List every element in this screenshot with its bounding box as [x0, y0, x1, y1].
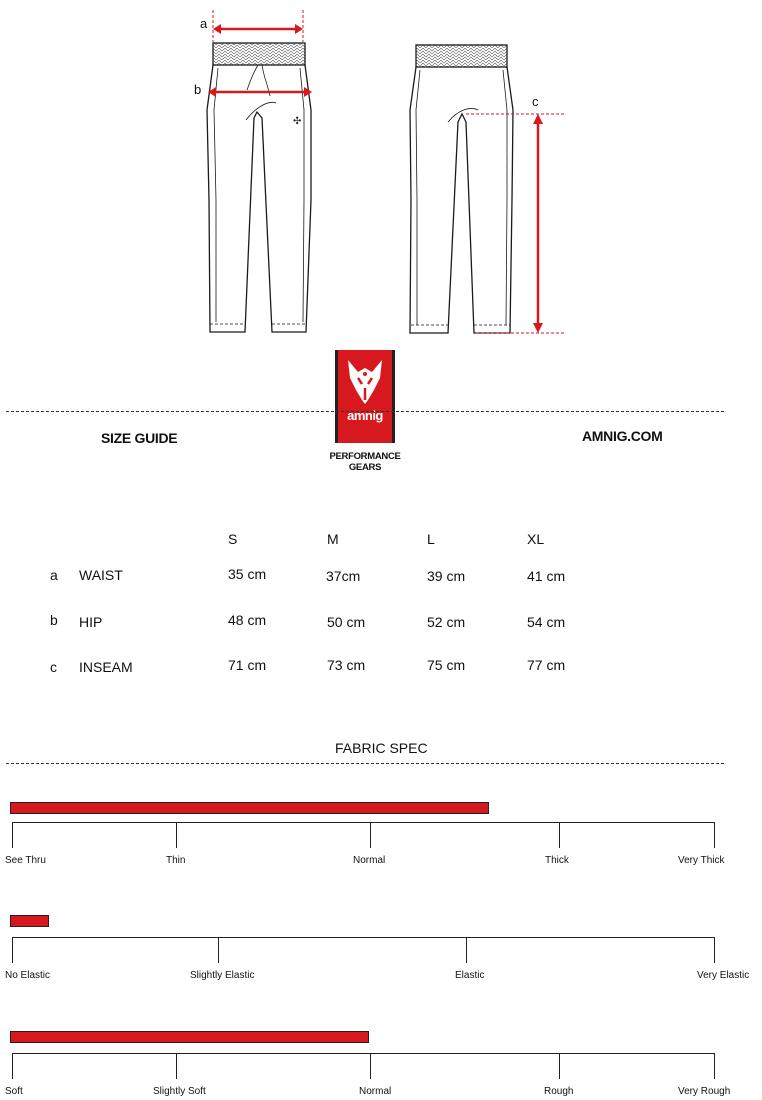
- table-cell: 39 cm: [427, 568, 466, 584]
- scale-label: See Thru: [5, 855, 46, 866]
- size-header-l: L: [427, 531, 435, 547]
- measure-c: [466, 114, 565, 333]
- site-url: AMNIG.COM: [582, 428, 663, 444]
- label-a: a: [200, 16, 208, 31]
- fabric-level-bar: [10, 1031, 369, 1043]
- brand-mark-icon: ✣: [293, 116, 302, 127]
- table-cell: 48 cm: [228, 612, 267, 628]
- fabric-level-bar: [10, 802, 489, 814]
- table-cell: 77 cm: [527, 657, 566, 673]
- scale-tick: [370, 822, 371, 848]
- row-key: b: [50, 612, 58, 628]
- scale-label: Very Elastic: [697, 970, 750, 981]
- front-pants: [207, 43, 311, 332]
- row-name: WAIST: [79, 567, 123, 583]
- scale-label: Normal: [359, 1086, 392, 1097]
- table-cell: 71 cm: [228, 657, 267, 673]
- tagline-line2: GEARS: [348, 462, 382, 473]
- scale-tick: [714, 1053, 715, 1079]
- table-cell: 54 cm: [527, 614, 566, 630]
- wolf-head-icon: [338, 354, 392, 414]
- back-pants: [410, 45, 513, 333]
- measure-a: [213, 10, 303, 42]
- scale-label: Very Thick: [678, 855, 725, 866]
- scale-label: Thick: [545, 855, 569, 866]
- fabric-spec-title: FABRIC SPEC: [335, 740, 428, 756]
- size-header-m: M: [327, 531, 339, 547]
- scale-line: [12, 937, 714, 938]
- label-b: b: [194, 82, 202, 97]
- scale-tick: [12, 937, 13, 963]
- scale-label: Normal: [353, 855, 386, 866]
- scale-label: Rough: [544, 1086, 574, 1097]
- divider-top: [6, 411, 724, 412]
- measure-b: [208, 87, 312, 97]
- row-key: a: [50, 567, 58, 583]
- scale-label: Elastic: [455, 970, 485, 981]
- scale-tick: [559, 1053, 560, 1079]
- scale-tick: [176, 822, 177, 848]
- scale-label: Very Rough: [678, 1086, 731, 1097]
- table-cell: 73 cm: [327, 657, 366, 673]
- scale-line: [12, 822, 714, 823]
- scale-label: Thin: [166, 855, 186, 866]
- fabric-level-bar: [10, 915, 49, 927]
- scale-tick: [466, 937, 467, 963]
- logo-wordmark: amnig: [347, 408, 383, 423]
- back-outline: [410, 67, 513, 333]
- table-cell: 41 cm: [527, 568, 566, 584]
- brand-logo: [335, 350, 395, 443]
- size-guide-title: SIZE GUIDE: [101, 430, 178, 446]
- table-cell: 35 cm: [228, 566, 267, 582]
- scale-tick: [12, 822, 13, 848]
- row-name: HIP: [79, 614, 103, 630]
- table-cell: 75 cm: [427, 657, 466, 673]
- scale-label: No Elastic: [5, 970, 51, 981]
- front-outline: [207, 65, 311, 332]
- scale-label: Slightly Elastic: [190, 970, 255, 981]
- pants-diagram: [0, 0, 762, 345]
- table-cell: 52 cm: [427, 614, 466, 630]
- scale-label: Soft: [5, 1086, 23, 1097]
- row-name: INSEAM: [79, 659, 133, 675]
- label-c: c: [532, 94, 539, 109]
- table-cell: 50 cm: [327, 614, 366, 630]
- table-cell: 37cm: [326, 568, 361, 584]
- size-header-xl: XL: [527, 531, 545, 547]
- scale-tick: [714, 822, 715, 848]
- size-header-s: S: [228, 531, 238, 547]
- row-key: c: [50, 659, 57, 675]
- scale-tick: [714, 937, 715, 963]
- scale-tick: [176, 1053, 177, 1079]
- divider-fabric: [6, 763, 724, 764]
- scale-label: Slightly Soft: [153, 1086, 206, 1097]
- front-waistband: [213, 43, 305, 65]
- back-waistband: [416, 45, 507, 67]
- tagline-line1: PERFORMANCE: [329, 451, 401, 462]
- scale-tick: [12, 1053, 13, 1079]
- scale-tick: [370, 1053, 371, 1079]
- scale-tick: [559, 822, 560, 848]
- scale-tick: [218, 937, 219, 963]
- scale-line: [12, 1053, 714, 1054]
